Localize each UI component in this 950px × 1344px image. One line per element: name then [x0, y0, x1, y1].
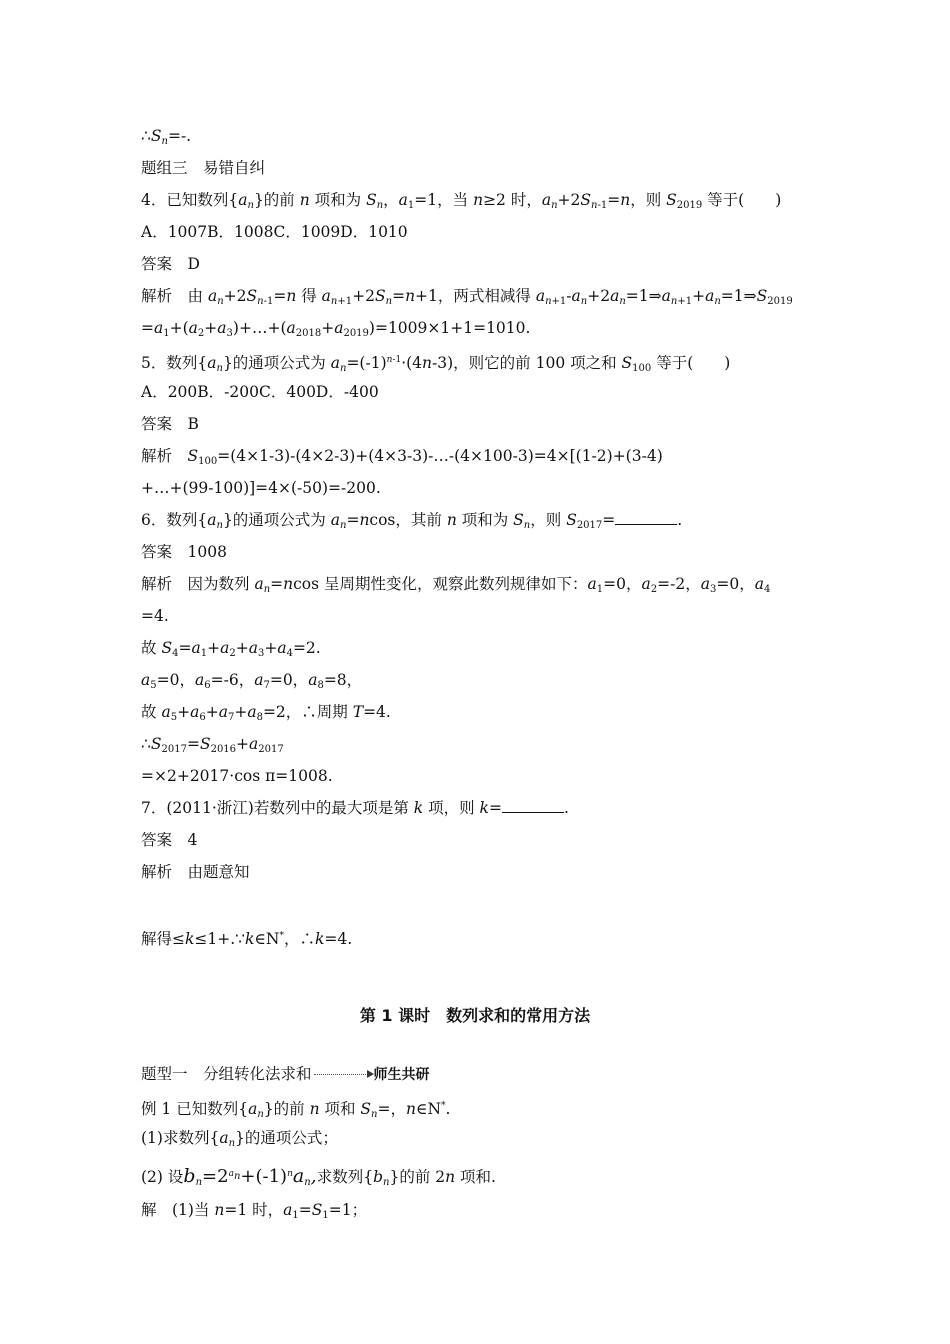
lesson-title: 第 1 课时 数列求和的常用方法 [359, 1006, 591, 1025]
arrow-icon [314, 1074, 372, 1077]
question-5: 5．数列$\{a_n\}$的通项公式为 $a_n=(-1)^{n-1}\cdot(4n-3)$，则它的前 100 项之和 $S_{100}$ 等于( ) [141, 354, 731, 374]
answer: 答案 D [141, 255, 200, 273]
analysis-cont: +…+(99-100)]=4×(-50)=-200. [141, 479, 381, 497]
choices: A．1007B．1008C．1009D．1010 [141, 223, 408, 241]
analysis: 解析 因为数列 $a_n=ncos$ 呈周期性变化，观察此数列规律如下：$a_1=0$，$a_2=-2$，$a_3=0$，$a_4$ [141, 575, 771, 595]
answer-blank[interactable] [502, 798, 564, 813]
text-line: $\therefore S_n=-$. [141, 127, 192, 147]
topic-label: 题型一 分组转化法求和 [141, 1065, 312, 1083]
answer: 答案 1008 [141, 543, 227, 561]
sub-question-1: (1)求数列$\{a_n\}$的通项公式； [141, 1129, 338, 1149]
formula-part: $a_n$, [292, 1165, 317, 1188]
solution: 解 (1)当 n=1 时，$a_1=S_1=1$； [141, 1201, 368, 1221]
answer: 答案 4 [141, 831, 198, 849]
analysis: 解析 由 $a_n+2S_{n-1}=n$ 得 $a_{n+1}+2S_n=n+1$，两式相减得 $a_{n+1}-a_n+2a_n=1\Rightarrow a_{n+1}+a_n=1\Rightarrow S_{2019}$ [141, 287, 793, 307]
question-7: 7．(2011·浙江)若数列中的最大项是第 k 项，则 k= . [141, 799, 569, 817]
text-line: 解得≤k≤1+.∵k∈N*，∴k=4. [141, 930, 353, 948]
topic-tag: 师生共研 [373, 1067, 430, 1083]
text-line: 故 $a_5+a_6+a_7+a_8=2$，∴周期 T=4. [141, 703, 391, 723]
text-line: =×2+2017·cos π=1008. [141, 767, 333, 785]
answer: 答案 B [141, 415, 199, 433]
question-4: 4．已知数列$\{a_n\}$的前 n 项和为 $S_n$，$a_1=1$，当 n≥2 时，$a_n+2S_{n-1}=n$，则 $S_{2019}$ 等于( ) [141, 191, 782, 211]
analysis: 解析 由题意知 [141, 863, 250, 881]
formula: $b_n$ [183, 1165, 203, 1188]
line-text: (2) 设 [141, 1168, 184, 1186]
topic-heading [141, 1064, 430, 1085]
text-line: $\therefore S_{2017}=S_{2016}+a_{2017}$ [141, 735, 284, 755]
text-line: $a_5=0$，$a_6=-6$，$a_7=0$，$a_8=8$， [141, 671, 363, 691]
choices: A．200B．-200C．400D．-400 [141, 383, 379, 401]
answer-blank[interactable] [615, 510, 677, 525]
example-1: 例 1 已知数列$\{a_n\}$的前 n 项和 $S_n=$，n∈N*. [141, 1100, 451, 1120]
analysis: 解析 $S_{100}=(4\times 1-3)-(4\times 2-3)+(4\times 3-3)-\dots-(4\times 100-3)=4\times[(1-2)+(3-4)$ [141, 447, 663, 467]
question-6: 6．数列$\{a_n\}$的通项公式为 $a_n=ncos$，其前 n 项和为 $S_n$，则 $S_{2017}=$ . [141, 511, 683, 531]
sub-question-2: (2) 设$b_n=2^{a_n}+(-1)^na_n$,求数列$\{b_n\}$的前 2n 项和. [141, 1165, 496, 1188]
analysis-cont: $=a_1+(a_2+a_3)+\dots+(a_{2018}+a_{2019})=1009\times 1+1=1010$. [141, 319, 531, 339]
analysis-cont: =4. [141, 607, 169, 625]
section-heading: 题组三 易错自纠 [141, 159, 266, 177]
formula-part: $=2^{a_n}+(-1)^n$ [202, 1166, 293, 1187]
text-line: 故 $S_4=a_1+a_2+a_3+a_4=2$. [141, 639, 321, 659]
